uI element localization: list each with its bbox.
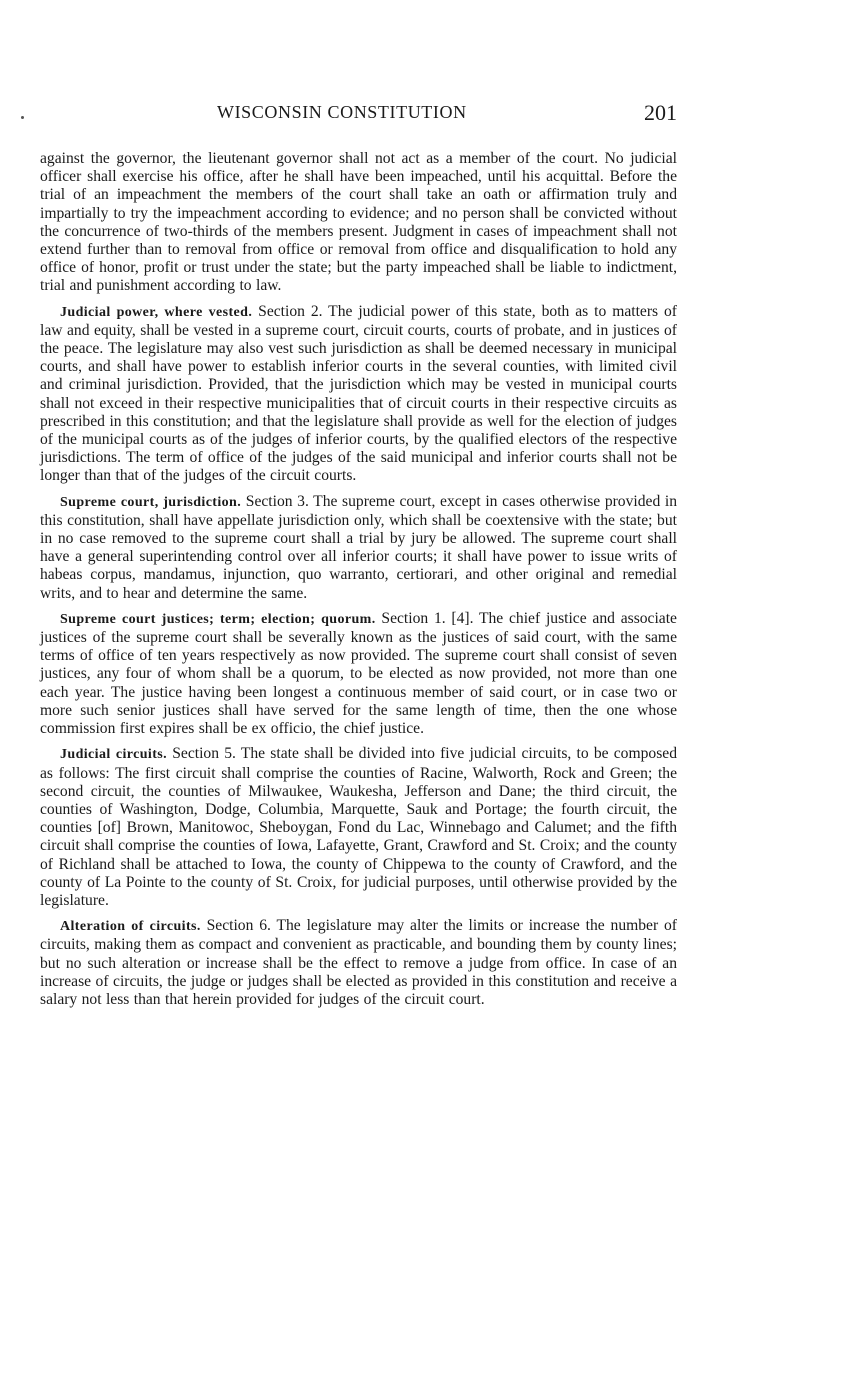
page-number: 201 [644,100,677,125]
paragraph-text: Section 5. The state shall be divided into five judicial circuits, to be composed as follows: The first circuit shall comprise the counties of Racine, Walworth, Rock and Green; the second circuit, the counties of Milwaukee, Waukesha, Jefferson and Dane; the third circuit, the counties of Washington, Dodge, Columbia, Marquette, Sauk and Portage; the fourth circuit, the counties [of] Brown, Manitowoc, Sheboygan, Fond du Lac, Winnebago and Calumet; and the fifth circuit shall comprise the counties of Iowa, Lafayette, Grant, Crawford and St. Croix; and the county of Richland shall be attached to Iowa, the county of Chippewa to the county of Crawford, and the county of La Pointe to the county of St. Croix, for judicial purposes, until otherwise provided by the legislature. [40,745,677,909]
scan-speck [21,116,24,119]
section-heading: Judicial power, where vested. [60,304,253,320]
paragraph-text: Section 2. The judicial power of this state, both as to matters of law and equity, shall be vested in a supreme court, circuit courts, courts of probate, and in justices of the peace. The legislature may also vest such jurisdiction as shall be deemed necessary in municipal courts, and shall have power to establish inferior courts in the several counties, with limited civil and criminal jurisdiction. Provided, that the jurisdiction which may be vested in municipal courts shall not exceed in their respective municipalities that of circuit courts in their respective circuits as prescribed in this constitution; and that the legislature shall provide as well for the election of judges of the municipal courts as of the judges of inferior courts, by the qualified electors of the respective jurisdictions. The term of office of the judges of the said municipal and inferior courts shall not be longer than that of the judges of the circuit courts. [40,302,677,485]
running-title: WISCONSIN CONSTITUTION [217,102,467,122]
paragraph-judicial-power [40,303,677,486]
section-heading: Supreme court justices; term; election; quorum. [60,611,376,627]
paragraph-text: Section 1. [4]. The chief justice and associate justices of the supreme court shall be severally known as the justices of said court, with the same terms of office of ten years respectively as now provided. The supreme court shall consist of seven justices, any four of whom shall be a quorum, to be elected as now provided, not more than one each year. The justice having been longest a continuous member of said court, or in case two or more such senior justices shall have served for the same length of time, then the one whose commission first expires shall be ex officio, the chief justice. [40,609,677,738]
page-header [217,102,677,132]
paragraph-supreme-court-justices [40,610,677,738]
paragraph-text: against the governor, the lieutenant governor shall not act as a member of the court. No judicial officer shall exercise his office, after he shall have been impeached, until his acquittal. Before the trial of an impeachment the members of the court shall take an oath or affirmation truly and impartially to try the impeachment according to evidence; and no person shall be convicted without the concurrence of two-thirds of the members present. Judgment in cases of impeachment shall not extend further than to removal from office or removal from office and disqualification to hold any office of honor, profit or trust under the state; but the party impeached shall be liable to indictment, trial and punishment according to law. [40,150,677,295]
paragraph-text: Section 6. The legislature may alter the limits or increase the number of circuits, making them as compact and convenient as practicable, and bounding them by county lines; but no such alteration or increase shall be the effect to remove a judge from office. In case of an increase of circuits, the judge or judges shall be elected as provided in this constitution and receive a salary not less than that herein provided for judges of the circuit court. [40,917,677,1008]
section-heading: Alteration of circuits. [60,919,201,935]
page-body [40,150,677,1016]
section-heading: Judicial circuits. [60,747,168,763]
paragraph-alteration-of-circuits [40,917,677,1009]
paragraph-text: Section 3. The supreme court, except in cases otherwise provided in this constitution, shall have appellate jurisdiction only, which shall be coextensive with the state; but in no case removed to the supreme court shall a trial by jury be allowed. The supreme court shall have a general superintending control over all inferior courts; it shall have power to issue writs of habeas corpus, mandamus, injunction, quo warranto, certiorari, and other original and remedial writs, and to hear and determine the same. [40,492,677,602]
paragraph-supreme-court-jurisdiction [40,493,677,603]
paragraph-impeachment-continued [40,150,677,296]
section-heading: Supreme court, jurisdiction. [60,494,242,510]
paragraph-judicial-circuits [40,745,677,910]
